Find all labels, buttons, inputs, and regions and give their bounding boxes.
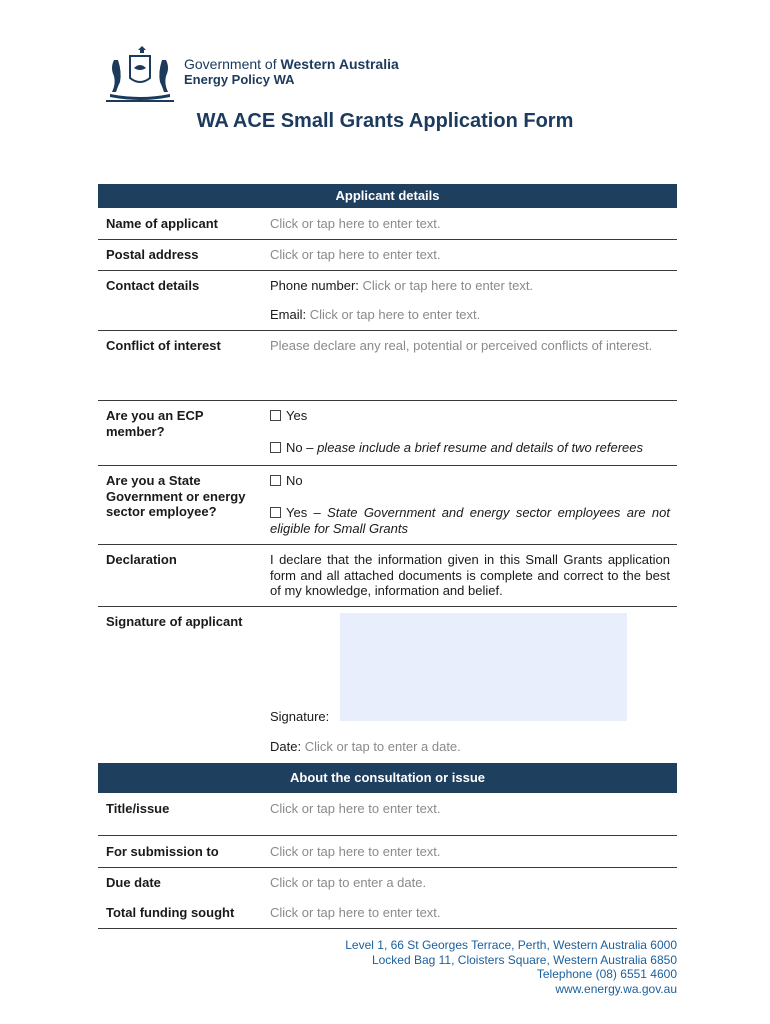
field-label: Are you an ECP member?: [106, 408, 204, 439]
submission-field[interactable]: Click or tap here to enter text.: [270, 844, 441, 859]
postal-address-field[interactable]: Click or tap here to enter text.: [270, 247, 441, 262]
row-ecp-member: [98, 400, 677, 466]
footer-telephone: Telephone (08) 6551 4600: [536, 967, 677, 982]
department-name: Energy Policy WA: [184, 72, 295, 87]
page-title: WA ACE Small Grants Application Form: [196, 110, 574, 132]
due-date-field[interactable]: Click or tap to enter a date.: [270, 875, 427, 890]
row-total-funding: [98, 897, 677, 929]
ecp-option-no[interactable]: No – please include a brief resume and details of two referees: [270, 440, 670, 456]
field-label: Conflict of interest: [106, 338, 221, 353]
declaration-text: I declare that the information given in this Small Grants application form and all attached documents is complete and correct to the best of my knowledge, information and belief.: [270, 552, 670, 598]
state-option-yes[interactable]: Yes – State Government and energy sector employees are not eligible for Small Grants: [270, 505, 670, 536]
checkbox[interactable]: [270, 442, 281, 453]
section-header-applicant: Applicant details: [98, 184, 677, 208]
letterhead: [100, 44, 500, 106]
row-due-date: [98, 867, 677, 897]
email-field[interactable]: Click or tap here to enter text.: [309, 307, 481, 322]
date-line: Date: Click or tap to enter a date.: [270, 739, 461, 754]
email-line: Email: Click or tap here to enter text.: [270, 307, 481, 322]
applicant-name-field[interactable]: Click or tap here to enter text.: [270, 216, 441, 231]
field-label: Due date: [106, 875, 161, 890]
field-label: For submission to: [106, 844, 219, 859]
checkbox[interactable]: [270, 410, 281, 421]
field-label: Name of applicant: [106, 216, 218, 231]
row-conflict-of-interest: [98, 330, 677, 401]
row-name-of-applicant: [98, 208, 677, 240]
field-label: Postal address: [106, 247, 199, 262]
row-postal-address: [98, 239, 677, 271]
field-label: Title/issue: [106, 801, 170, 816]
row-submission: [98, 835, 677, 868]
footer-address: Level 1, 66 St Georges Terrace, Perth, Western Australia 6000: [345, 938, 677, 952]
phone-field[interactable]: Click or tap here to enter text.: [362, 278, 534, 293]
field-label: Total funding sought: [106, 905, 235, 920]
ecp-option-yes[interactable]: Yes: [270, 408, 670, 424]
title-issue-field[interactable]: Click or tap here to enter text.: [270, 801, 441, 816]
phone-line: Phone number: Click or tap here to enter text.: [270, 278, 534, 293]
government-name: Government of Western Australia: [184, 56, 399, 72]
footer-website-link[interactable]: www.energy.wa.gov.au: [555, 981, 677, 996]
signature-label: Signature:: [270, 709, 330, 724]
row-declaration: [98, 544, 677, 607]
row-contact-details: [98, 270, 677, 331]
funding-field[interactable]: Click or tap here to enter text.: [270, 905, 441, 920]
footer-postal: Locked Bag 11, Cloisters Square, Western Australia 6850: [371, 952, 677, 967]
footer-contact: [345, 938, 677, 996]
conflict-field[interactable]: Please declare any real, potential or perceived conflicts of interest.: [270, 338, 653, 353]
signature-date-field[interactable]: Click or tap to enter a date.: [304, 739, 461, 754]
field-label: Contact details: [106, 278, 200, 293]
field-label: Declaration: [106, 552, 177, 567]
coat-of-arms-logo: [100, 44, 180, 104]
signature-box[interactable]: [340, 613, 627, 721]
state-option-no[interactable]: No: [270, 473, 670, 489]
row-title-issue: [98, 793, 677, 836]
field-label: Signature of applicant: [106, 614, 243, 629]
field-label: Are you a State Government or energy sector employee?: [106, 473, 246, 519]
row-state-government-employee: [98, 465, 677, 545]
checkbox[interactable]: [270, 507, 281, 518]
checkbox[interactable]: [270, 475, 281, 486]
section-header-consultation: About the consultation or issue: [98, 763, 677, 793]
